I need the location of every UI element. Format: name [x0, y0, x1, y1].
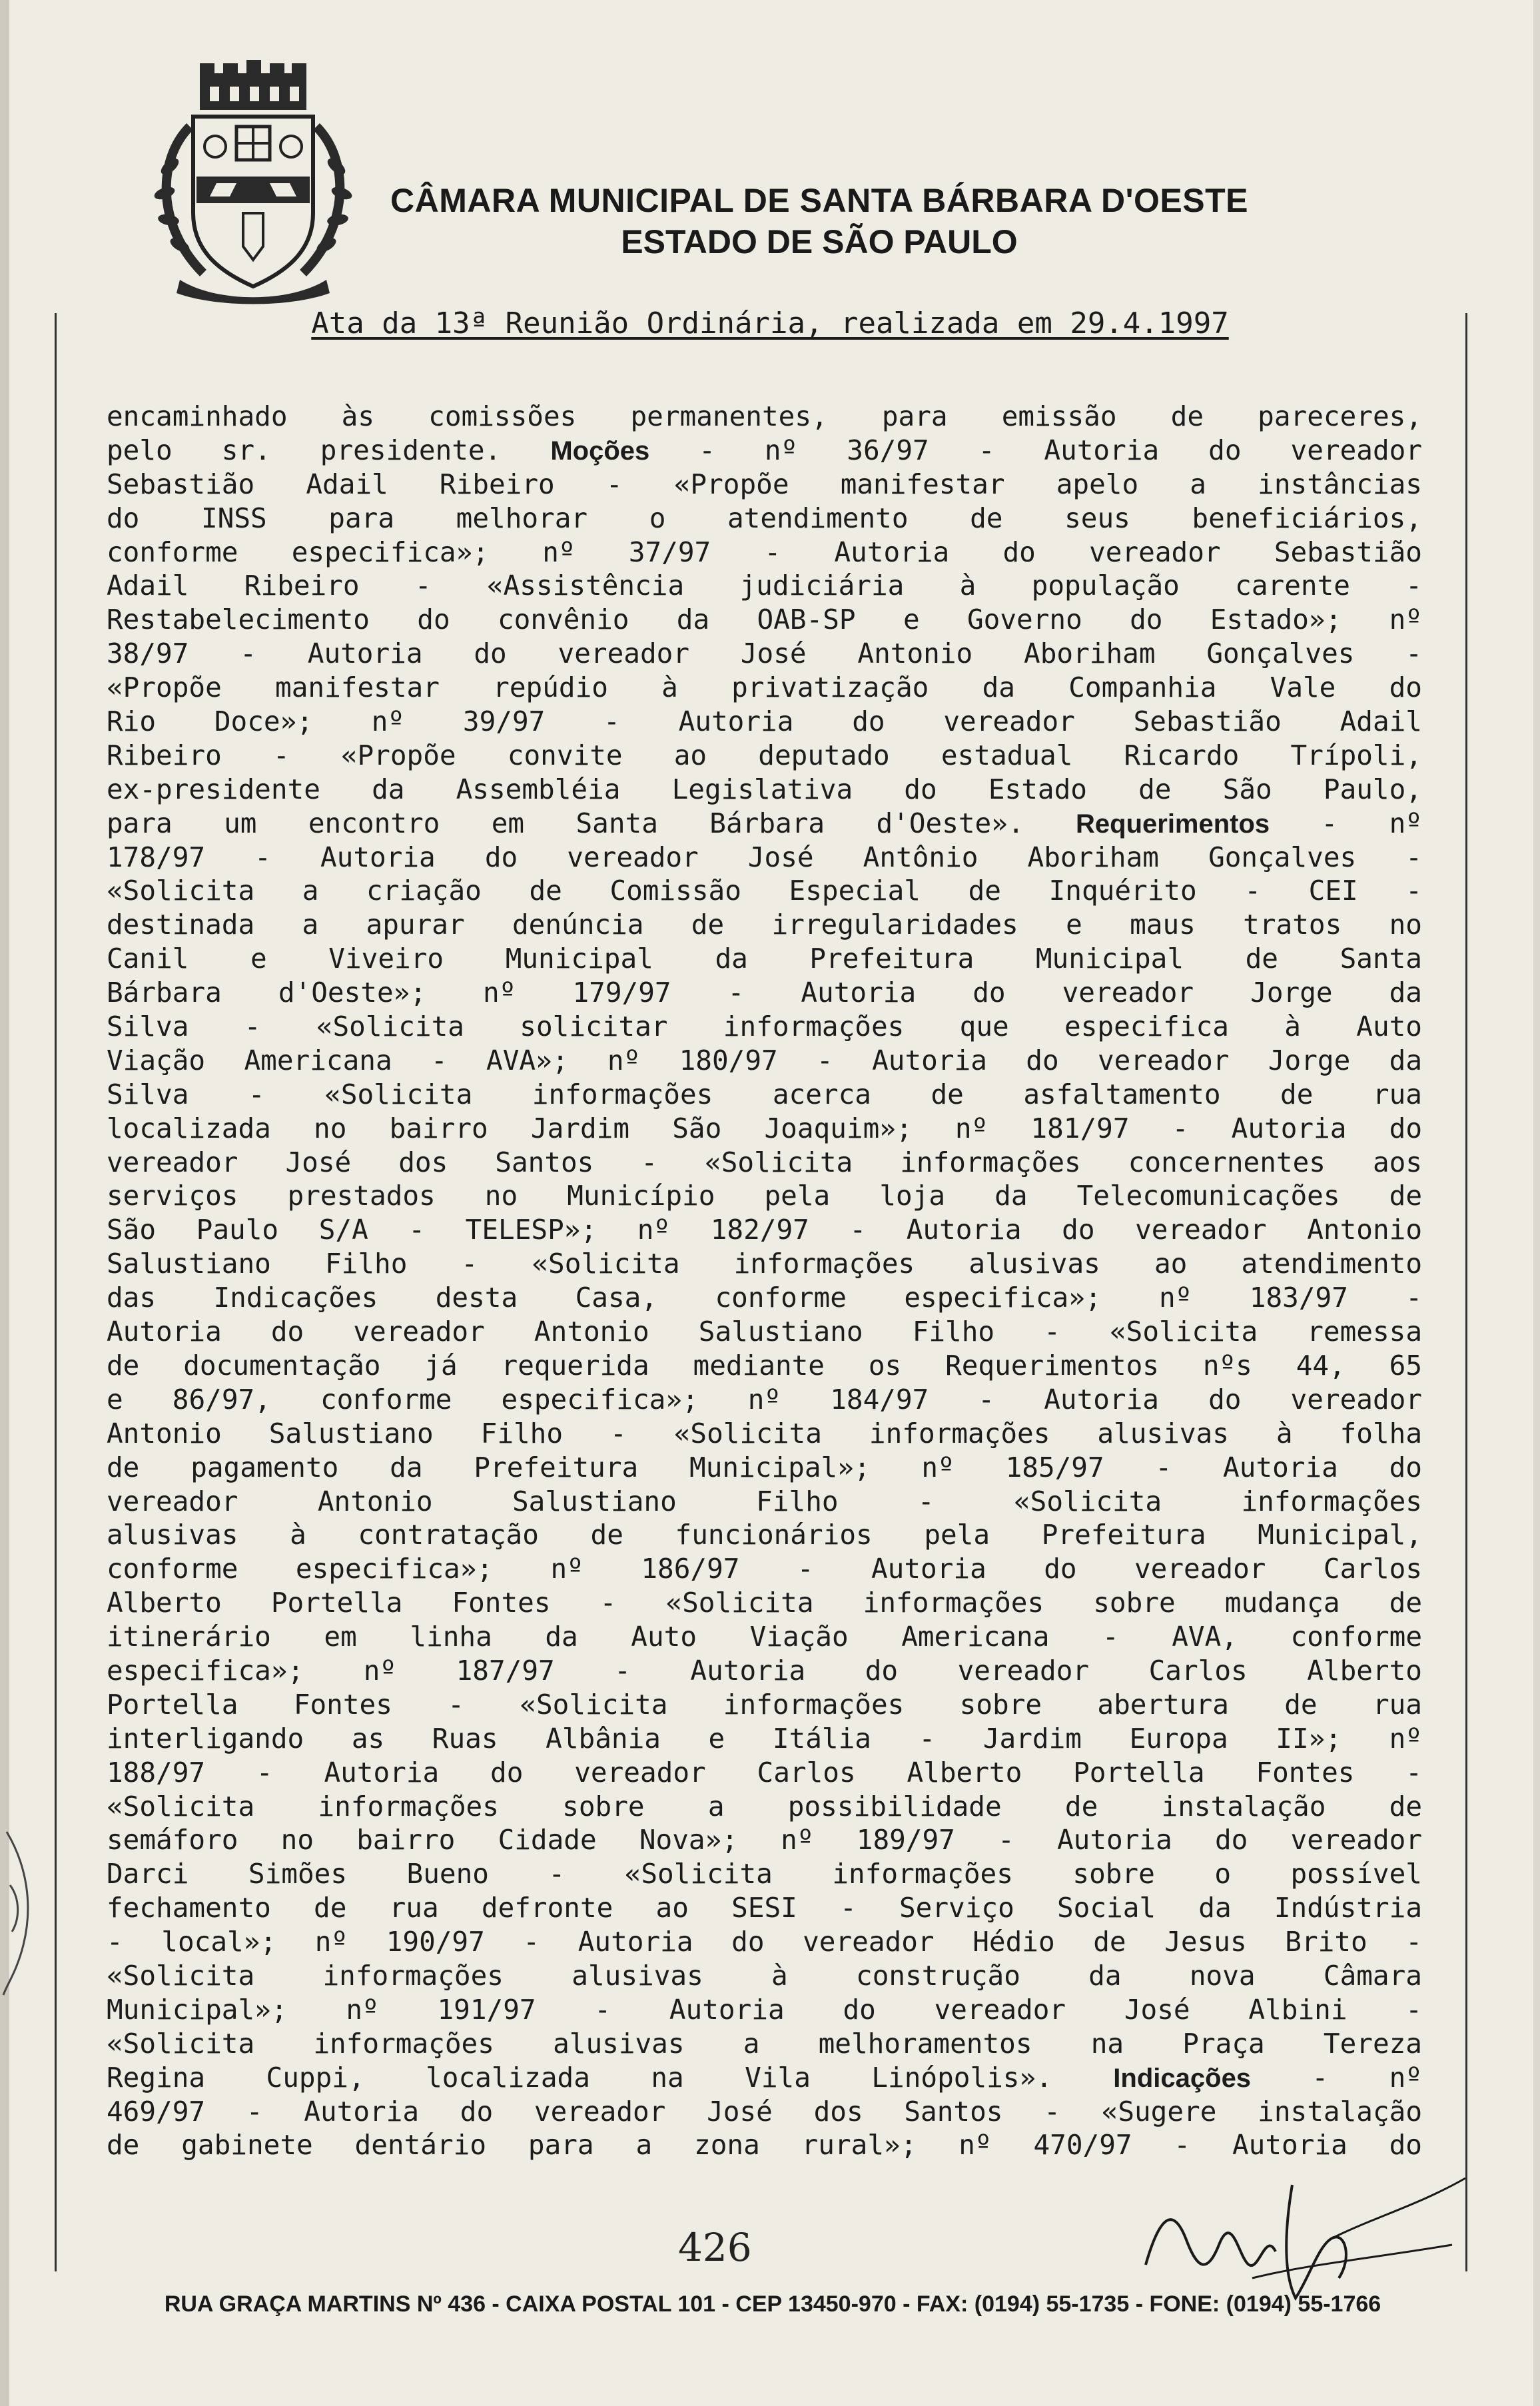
text-line: [107, 1010, 1422, 1044]
text-line: [107, 637, 1422, 671]
text-line: [107, 502, 1422, 536]
address-footer: RUA GRAÇA MARTINS Nº 436 - CAIXA POSTAL 101 - CEP 13450-970 - FAX: (0194) 55-1735 - FONE: (0194) 55-1766: [164, 2291, 1381, 2317]
text-line-content: São Paulo S/A - TELESP»; nº 182/97 - Autoria do vereador Antonio: [107, 1214, 1422, 1246]
section-heading: Requerimentos: [1076, 809, 1270, 839]
text-line-content: Sebastião Adail Ribeiro - «Propõe manifestar apelo a instâncias: [107, 468, 1422, 500]
text-line-content: fechamento de rua defronte ao SESI - Serviço Social da Indústria: [107, 1892, 1422, 1924]
text-line: [107, 1112, 1422, 1146]
text-line-content: «Solicita informações alusivas a melhoramentos na Praça Tereza: [107, 2027, 1422, 2060]
text-line-content: Regina Cuppi, localizada na Vila Linópolis».: [107, 2061, 1114, 2094]
text-line: [107, 400, 1422, 434]
text-line: [107, 1790, 1422, 1824]
text-line-content: Restabelecimento do convênio da OAB-SP e Governo do Estado»; nº: [107, 603, 1422, 636]
text-line: [107, 1993, 1422, 2027]
text-line: [107, 1281, 1422, 1315]
text-line-content: itinerário em linha da Auto Viação Americana - AVA, conforme: [107, 1621, 1422, 1653]
text-line: [107, 1891, 1422, 1925]
text-line-content: para um encontro em Santa Bárbara d'Oeste».: [107, 807, 1076, 839]
text-line-content: Autoria do vereador Antonio Salustiano Filho - «Solicita remessa: [107, 1316, 1422, 1348]
text-line: [107, 739, 1422, 773]
text-line: [107, 976, 1422, 1010]
text-line: [107, 1383, 1422, 1417]
margin-rule-left: [55, 313, 57, 2271]
text-line: [107, 1959, 1422, 1993]
text-line-continuation: - nº 36/97 - Autoria do vereador: [649, 434, 1422, 466]
text-line: [107, 1925, 1422, 1959]
text-line-content: de documentação já requerida mediante os Requerimentos nºs 44, 65: [107, 1349, 1422, 1382]
text-line: [107, 1518, 1422, 1552]
text-line-content: semáforo no bairro Cidade Nova»; nº 189/97 - Autoria do vereador: [107, 1824, 1422, 1856]
text-line-content: 38/97 - Autoria do vereador José Antonio Aboriham Gonçalves -: [107, 637, 1422, 670]
text-line: [107, 841, 1422, 875]
text-line-content: vereador José dos Santos - «Solicita informações concernentes aos: [107, 1146, 1422, 1178]
text-line: [107, 2027, 1422, 2061]
text-line: [107, 1213, 1422, 1247]
minutes-title: [0, 305, 1540, 342]
text-line: [107, 705, 1422, 739]
text-line: [107, 1078, 1422, 1112]
text-line: [107, 1485, 1422, 1519]
text-line-content: pelo sr. presidente.: [107, 434, 551, 466]
text-line: [107, 807, 1422, 841]
text-line-content: conforme especifica»; nº 37/97 - Autoria do vereador Sebastião: [107, 536, 1422, 568]
text-line-content: conforme especifica»; nº 186/97 - Autoria do vereador Carlos: [107, 1553, 1422, 1585]
text-line-content: serviços prestados no Município pela loja da Telecomunicações de: [107, 1180, 1422, 1212]
text-line: [107, 1247, 1422, 1281]
text-line-content: Municipal»; nº 191/97 - Autoria do vereador José Albini -: [107, 1993, 1422, 2026]
coat-of-arms-icon: [143, 60, 363, 306]
text-line-content: 178/97 - Autoria do vereador José Antônio Aboriham Gonçalves -: [107, 841, 1422, 873]
text-line: [107, 1179, 1422, 1213]
text-line-content: Alberto Portella Fontes - «Solicita informações sobre mudança de: [107, 1587, 1422, 1619]
text-line-content: Darci Simões Bueno - «Solicita informações sobre o possível: [107, 1858, 1422, 1890]
text-line-content: Portella Fontes - «Solicita informações sobre abertura de rua: [107, 1688, 1422, 1721]
text-line: [107, 434, 1422, 468]
text-line: [107, 1146, 1422, 1180]
text-line-content: encaminhado às comissões permanentes, para emissão de pareceres,: [107, 400, 1422, 432]
text-line-content: «Propõe manifestar repúdio à privatização da Companhia Vale do: [107, 671, 1422, 704]
text-line: [107, 908, 1422, 942]
institution-name: CÂMARA MUNICIPAL DE SANTA BÁRBARA D'OESTE: [390, 182, 1248, 219]
margin-rule-right: [1465, 313, 1467, 2271]
text-line-content: 188/97 - Autoria do vereador Carlos Alberto Portella Fontes -: [107, 1756, 1422, 1789]
text-line: [107, 468, 1422, 502]
text-line: [107, 1688, 1422, 1722]
text-line-content: do INSS para melhorar o atendimento de seus beneficiários,: [107, 502, 1422, 534]
text-line: [107, 874, 1422, 908]
text-line: [107, 1722, 1422, 1756]
margin-annotation-icon: [0, 1825, 40, 1998]
page-shadow-right: [1533, 0, 1540, 2406]
text-line: [107, 536, 1422, 570]
letterhead: [373, 180, 1266, 262]
text-line-content: e 86/97, conforme especifica»; nº 184/97 - Autoria do vereador: [107, 1383, 1422, 1415]
text-line: [107, 1654, 1422, 1688]
text-line-content: Silva - «Solicita informações acerca de asfaltamento de rua: [107, 1078, 1422, 1110]
text-line: [107, 1349, 1422, 1383]
text-line-content: de gabinete dentário para a zona rural»; nº 470/97 - Autoria do: [107, 2129, 1422, 2162]
text-line: [107, 1451, 1422, 1485]
text-line: [107, 773, 1422, 807]
text-line: [107, 1315, 1422, 1349]
text-line: [107, 1552, 1422, 1586]
text-line-content: localizada no bairro Jardim São Joaquim»; nº 181/97 - Autoria do: [107, 1112, 1422, 1144]
text-line-content: ex-presidente da Assembléia Legislativa do Estado de São Paulo,: [107, 773, 1422, 805]
minutes-title-text: Ata da 13ª Reunião Ordinária, realizada em 29.4.1997: [311, 306, 1229, 340]
text-line: [107, 671, 1422, 705]
text-line: [107, 2128, 1422, 2162]
text-line-content: Ribeiro - «Propõe convite ao deputado estadual Ricardo Trípoli,: [107, 739, 1422, 771]
text-line: [107, 603, 1422, 637]
text-line-content: vereador Antonio Salustiano Filho - «Solicita informações: [107, 1485, 1422, 1517]
text-line-content: das Indicações desta Casa, conforme especifica»; nº 183/97 -: [107, 1282, 1422, 1314]
text-line-content: Viação Americana - AVA»; nº 180/97 - Autoria do vereador Jorge da: [107, 1044, 1422, 1076]
page-shadow-left: [0, 0, 9, 2406]
minutes-body: [107, 400, 1422, 2162]
text-line-content: Adail Ribeiro - «Assistência judiciária à população carente -: [107, 570, 1422, 602]
text-line: [107, 1044, 1422, 1078]
text-line-continuation: - nº: [1270, 807, 1422, 839]
text-line-content: 469/97 - Autoria do vereador José dos Santos - «Sugere instalação: [107, 2095, 1422, 2128]
text-line-content: Salustiano Filho - «Solicita informações alusivas ao atendimento: [107, 1248, 1422, 1280]
text-line-content: «Solicita informações sobre a possibilidade de instalação de: [107, 1790, 1422, 1822]
state-name: ESTADO DE SÃO PAULO: [621, 223, 1018, 260]
text-line-content: - local»; nº 190/97 - Autoria do vereador Hédio de Jesus Brito -: [107, 1926, 1422, 1958]
text-line-content: Rio Doce»; nº 39/97 - Autoria do vereador Sebastião Adail: [107, 705, 1422, 738]
text-line: [107, 1620, 1422, 1654]
text-line-content: destinada a apurar denúncia de irregularidades e maus tratos no: [107, 909, 1422, 941]
section-heading: Indicações: [1113, 2063, 1252, 2093]
text-line: [107, 569, 1422, 603]
text-line: [107, 1857, 1422, 1891]
text-line-content: Bárbara d'Oeste»; nº 179/97 - Autoria do vereador Jorge da: [107, 977, 1422, 1009]
text-line-content: especifica»; nº 187/97 - Autoria do vereador Carlos Alberto: [107, 1654, 1422, 1687]
page-number: 426: [678, 2225, 752, 2270]
text-line-content: de pagamento da Prefeitura Municipal»; nº 185/97 - Autoria do: [107, 1451, 1422, 1483]
text-line: [107, 942, 1422, 976]
text-line-continuation: - nº: [1251, 2061, 1422, 2094]
text-line: [107, 2061, 1422, 2095]
text-line: [107, 2095, 1422, 2129]
section-heading: Moções: [550, 436, 650, 466]
text-line-content: interligando as Ruas Albânia e Itália - Jardim Europa II»; nº: [107, 1722, 1422, 1755]
text-line: [107, 1586, 1422, 1620]
text-line-content: Canil e Viveiro Municipal da Prefeitura Municipal de Santa: [107, 943, 1422, 975]
text-line-content: Antonio Salustiano Filho - «Solicita informações alusivas à folha: [107, 1417, 1422, 1449]
text-line-content: «Solicita informações alusivas à construção da nova Câmara: [107, 1959, 1422, 1992]
text-line-content: «Solicita a criação de Comissão Especial de Inquérito - CEI -: [107, 875, 1422, 907]
text-line-content: alusivas à contratação de funcionários pela Prefeitura Municipal,: [107, 1519, 1422, 1551]
text-line: [107, 1417, 1422, 1451]
text-line-content: Silva - «Solicita solicitar informações que especifica à Auto: [107, 1010, 1422, 1043]
text-line: [107, 1756, 1422, 1790]
text-line: [107, 1823, 1422, 1857]
